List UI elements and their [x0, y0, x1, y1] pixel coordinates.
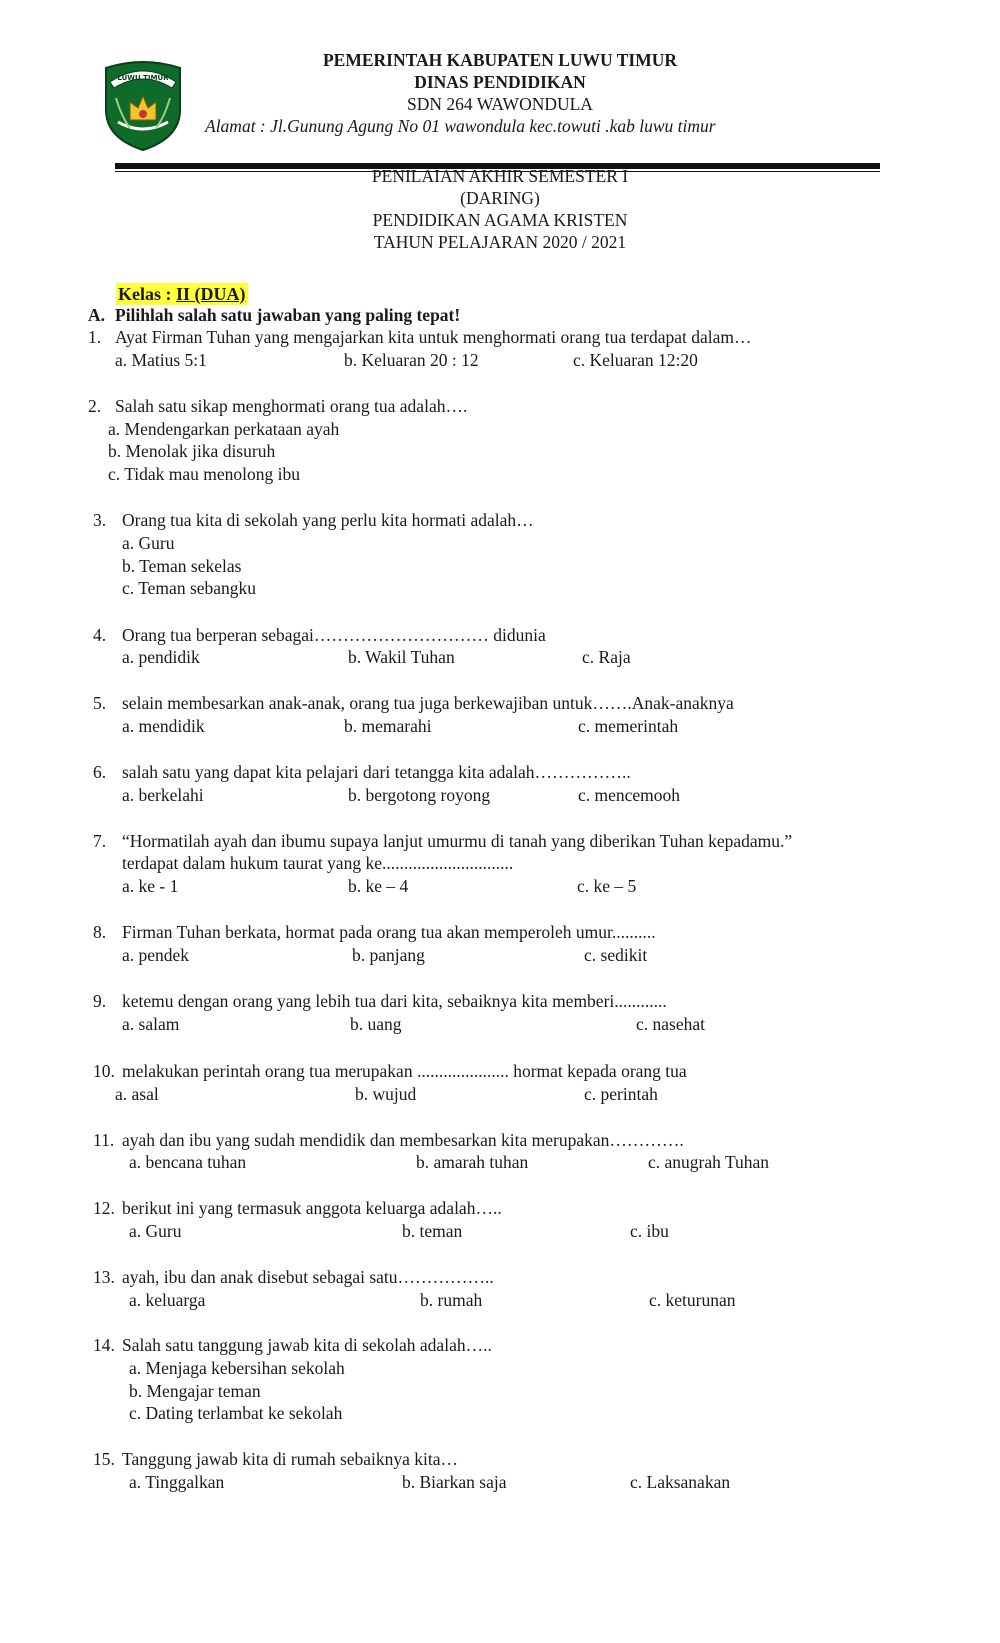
option-b[interactable]: b. Teman sekelas	[122, 556, 242, 576]
option-b[interactable]: b. Biarkan saja	[402, 1472, 507, 1492]
option-c[interactable]: c. Teman sebangku	[122, 578, 257, 598]
question-number: 13.	[93, 1267, 115, 1287]
question-text: berikut ini yang termasuk anggota keluarga adalah…..	[122, 1198, 502, 1218]
question-text: ayah dan ibu yang sudah mendidik dan membesarkan kita merupakan………….	[122, 1130, 684, 1150]
question-text: ketemu dengan orang yang lebih tua dari kita, sebaiknya kita memberi............	[122, 991, 667, 1011]
exam-mode: (DARING)	[460, 188, 540, 208]
question-number: 9.	[93, 991, 107, 1011]
option-c[interactable]: c. keturunan	[649, 1290, 736, 1310]
question-text: melakukan perintah orang tua merupakan ..................... hormat kepada orang tua	[122, 1061, 687, 1081]
question-number: 15.	[93, 1449, 115, 1469]
option-c[interactable]: c. Laksanakan	[630, 1472, 731, 1492]
question-text-continued: terdapat dalam hukum taurat yang ke..............................	[122, 853, 514, 873]
section-label: A.	[88, 305, 106, 325]
option-a[interactable]: a. bencana tuhan	[129, 1152, 247, 1172]
option-a[interactable]: a. Guru	[122, 533, 175, 553]
option-c[interactable]: c. mencemooh	[578, 785, 681, 805]
header-school: SDN 264 WAWONDULA	[407, 94, 593, 114]
question-number: 5.	[93, 693, 107, 713]
question-number: 1.	[88, 327, 102, 347]
option-a[interactable]: a. Tinggalkan	[129, 1472, 225, 1492]
option-b[interactable]: b. rumah	[420, 1290, 483, 1310]
option-c[interactable]: c. Dating terlambat ke sekolah	[129, 1403, 343, 1423]
exam-subject: PENDIDIKAN AGAMA KRISTEN	[372, 210, 628, 230]
option-a[interactable]: a. ke - 1	[122, 876, 179, 896]
section-instruction: Pilihlah salah satu jawaban yang paling tepat!	[115, 305, 461, 325]
question-text: Orang tua kita di sekolah yang perlu kita hormati adalah…	[122, 510, 534, 530]
logo-label: LUWU TIMUR	[117, 74, 169, 82]
question-number: 7.	[93, 831, 107, 851]
header-line-2: DINAS PENDIDIKAN	[414, 72, 586, 92]
question-number: 12.	[93, 1198, 115, 1218]
question-text: Firman Tuhan berkata, hormat pada orang tua akan memperoleh umur..........	[122, 922, 656, 942]
question-text: Salah satu tanggung jawab kita di sekolah adalah…..	[122, 1335, 492, 1355]
option-c[interactable]: c. nasehat	[636, 1014, 705, 1034]
option-c[interactable]: c. ibu	[630, 1221, 669, 1241]
header-address: Alamat : Jl.Gunung Agung No 01 wawondula kec.towuti .kab luwu timur	[205, 116, 716, 136]
option-a[interactable]: a. keluarga	[129, 1290, 206, 1310]
option-a[interactable]: a. berkelahi	[122, 785, 204, 805]
option-c[interactable]: c. Raja	[582, 647, 631, 667]
option-c[interactable]: c. Tidak mau menolong ibu	[108, 464, 301, 484]
option-c[interactable]: c. anugrah Tuhan	[648, 1152, 770, 1172]
class-value: II (DUA)	[176, 284, 246, 304]
option-b[interactable]: b. wujud	[355, 1084, 417, 1104]
question-number: 8.	[93, 922, 107, 942]
option-a[interactable]: a. mendidik	[122, 716, 205, 736]
question-number: 10.	[93, 1061, 115, 1081]
option-a[interactable]: a. pendek	[122, 945, 190, 965]
question-text: “Hormatilah ayah dan ibumu supaya lanjut umurmu di tanah yang diberikan Tuhan kepadamu.”	[122, 831, 793, 851]
option-c[interactable]: c. perintah	[584, 1084, 658, 1104]
class-label: Kelas : II (DUA)	[118, 284, 246, 304]
option-b[interactable]: b. ke – 4	[348, 876, 409, 896]
option-a[interactable]: a. Matius 5:1	[115, 350, 207, 370]
option-c[interactable]: c. sedikit	[584, 945, 648, 965]
option-b[interactable]: b. Wakil Tuhan	[348, 647, 455, 667]
option-b[interactable]: b. Keluaran 20 : 12	[344, 350, 479, 370]
question-text: salah satu yang dapat kita pelajari dari tetangga kita adalah……………..	[122, 762, 631, 782]
option-b[interactable]: b. amarah tuhan	[416, 1152, 529, 1172]
question-text: ayah, ibu dan anak disebut sebagai satu……………..	[122, 1267, 494, 1287]
question-text: Ayat Firman Tuhan yang mengajarkan kita untuk menghormati orang tua terdapat dalam…	[115, 327, 752, 347]
option-b[interactable]: b. uang	[350, 1014, 402, 1034]
option-a[interactable]: a. Mendengarkan perkataan ayah	[108, 419, 340, 439]
option-a[interactable]: a. asal	[115, 1084, 159, 1104]
question-text: Tanggung jawab kita di rumah sebaiknya kita…	[122, 1449, 459, 1469]
question-number: 4.	[93, 625, 107, 645]
option-a[interactable]: a. pendidik	[122, 647, 200, 667]
option-b[interactable]: b. panjang	[352, 945, 425, 965]
option-a[interactable]: a. Menjaga kebersihan sekolah	[129, 1358, 345, 1378]
exam-year: TAHUN PELAJARAN 2020 / 2021	[373, 232, 627, 252]
option-b[interactable]: b. Menolak jika disuruh	[108, 441, 276, 461]
question-number: 11.	[93, 1130, 115, 1150]
question-text: Salah satu sikap menghormati orang tua adalah….	[115, 396, 468, 416]
option-a[interactable]: a. salam	[122, 1014, 180, 1034]
question-number: 14.	[93, 1335, 115, 1355]
option-b[interactable]: b. teman	[402, 1221, 463, 1241]
option-c[interactable]: c. ke – 5	[577, 876, 637, 896]
option-b[interactable]: b. memarahi	[344, 716, 432, 736]
option-b[interactable]: b. Mengajar teman	[129, 1381, 261, 1401]
option-c[interactable]: c. memerintah	[578, 716, 679, 736]
header-line-1: PEMERINTAH KABUPATEN LUWU TIMUR	[322, 50, 678, 70]
question-number: 2.	[88, 396, 102, 416]
question-text: Orang tua berperan sebagai………………………… didunia	[122, 625, 546, 645]
option-a[interactable]: a. Guru	[129, 1221, 182, 1241]
question-number: 6.	[93, 762, 107, 782]
option-b[interactable]: b. bergotong royong	[348, 785, 491, 805]
question-number: 3.	[93, 510, 107, 530]
option-c[interactable]: c. Keluaran 12:20	[573, 350, 698, 370]
question-text: selain membesarkan anak-anak, orang tua juga berkewajiban untuk…….Anak-anaknya	[122, 693, 734, 713]
exam-title: PENILAIAN AKHIR SEMESTER I	[371, 166, 629, 186]
